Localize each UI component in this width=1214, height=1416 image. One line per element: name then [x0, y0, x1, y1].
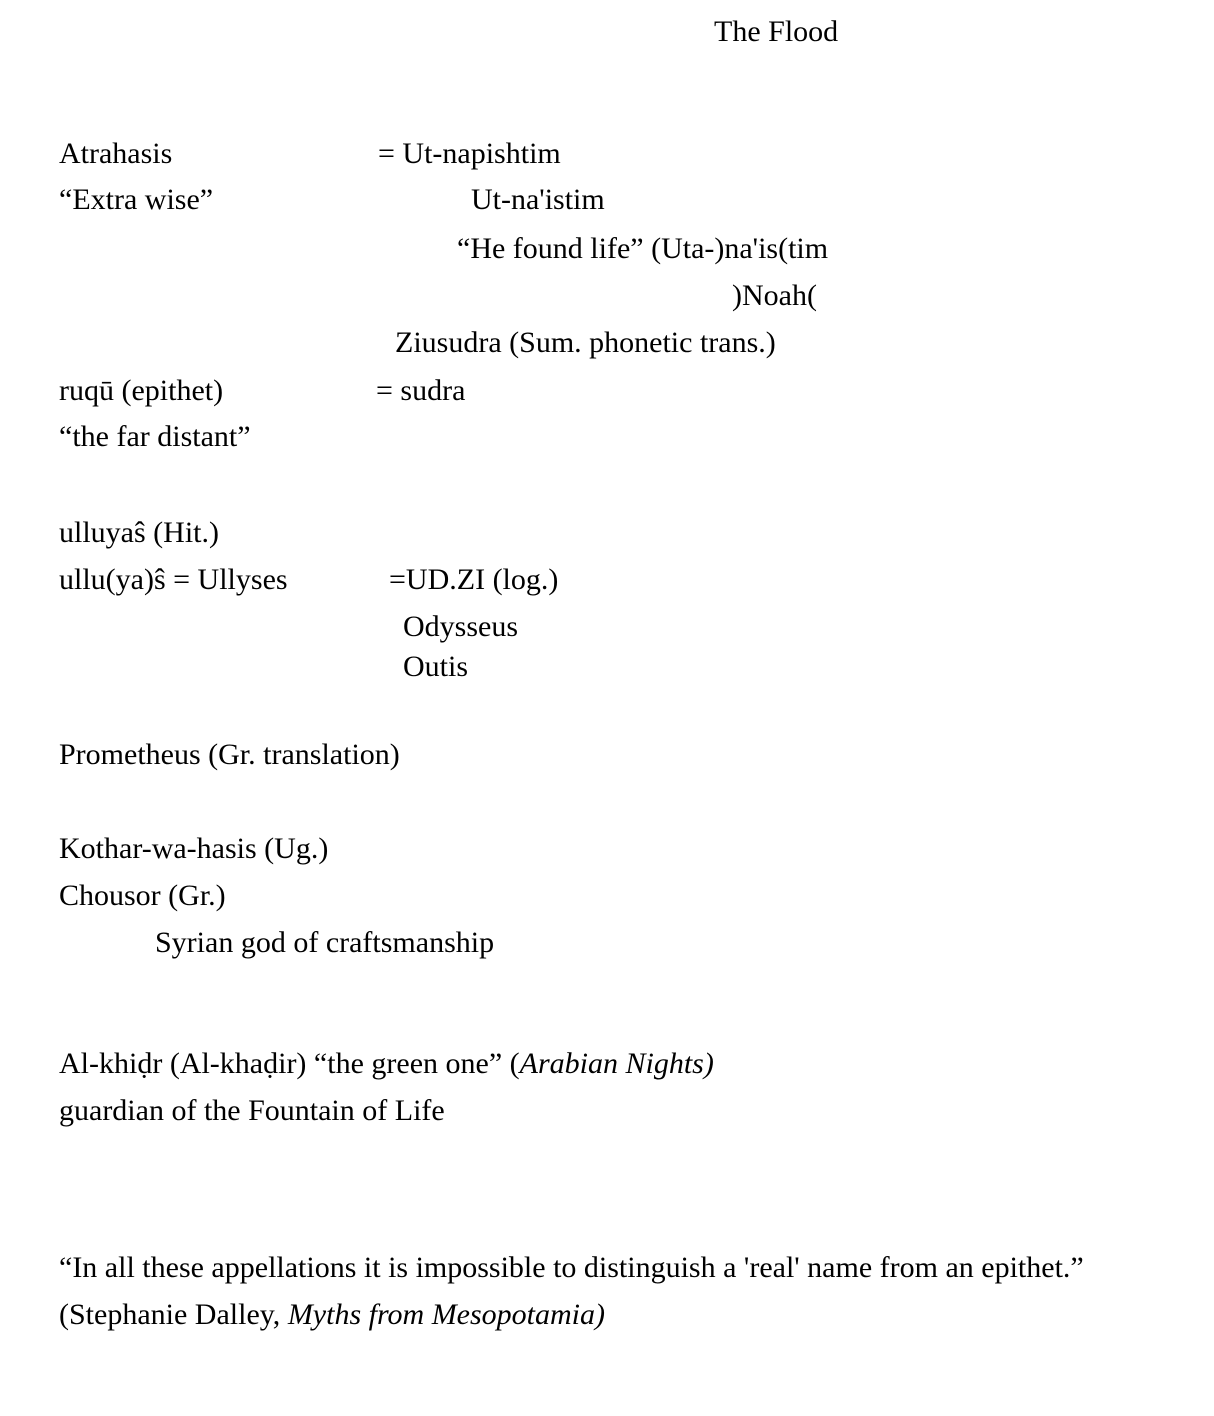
arabian-nights-title: Arabian Nights) — [519, 1047, 714, 1080]
atrahasis-name: Atrahasis — [59, 137, 173, 170]
ullyses-line: ullu(ya)ŝ = Ullyses — [59, 563, 288, 596]
chousor-line: Chousor (Gr.) — [59, 879, 226, 912]
page-title: The Flood — [714, 15, 839, 48]
ruqu-meaning: “the far distant” — [59, 420, 251, 453]
ziusudra-line: Ziusudra (Sum. phonetic trans.) — [395, 326, 776, 359]
utnaistim-line: Ut-na'istim — [471, 183, 605, 216]
fountain-line: guardian of the Fountain of Life — [59, 1094, 445, 1127]
udzi-equation: =UD.ZI (log.) — [389, 563, 559, 596]
sudra-equation: = sudra — [376, 374, 466, 407]
craftsmanship-line: Syrian god of craftsmanship — [155, 926, 495, 959]
atrahasis-meaning: “Extra wise” — [59, 183, 214, 216]
citation-author: (Stephanie Dalley, — [59, 1298, 288, 1331]
khidr-line-text: Al-khiḍr (Al-khaḍir) “the green one” ( — [59, 1047, 520, 1080]
quote-citation — [59, 1300, 605, 1330]
prometheus-line: Prometheus (Gr. translation) — [59, 738, 400, 771]
outis-line: Outis — [403, 650, 469, 683]
khidr-line — [59, 1049, 714, 1079]
utnapishtim-equation: = Ut-napishtim — [378, 137, 561, 170]
kothar-line: Kothar-wa-hasis (Ug.) — [59, 832, 329, 865]
ruqu-name: ruqū (epithet) — [59, 374, 224, 407]
found-life-line: “He found life” (Uta-)na'is(tim — [457, 232, 829, 265]
odysseus-line: Odysseus — [403, 610, 519, 643]
noah-line: )Noah( — [732, 279, 817, 312]
citation-title: Myths from Mesopotamia) — [287, 1298, 605, 1331]
ulluyas-line: ulluyaŝ (Hit.) — [59, 516, 219, 549]
quote-text: “In all these appellations it is impossible to distinguish a 'real' name from an epithet.” — [59, 1251, 1084, 1284]
